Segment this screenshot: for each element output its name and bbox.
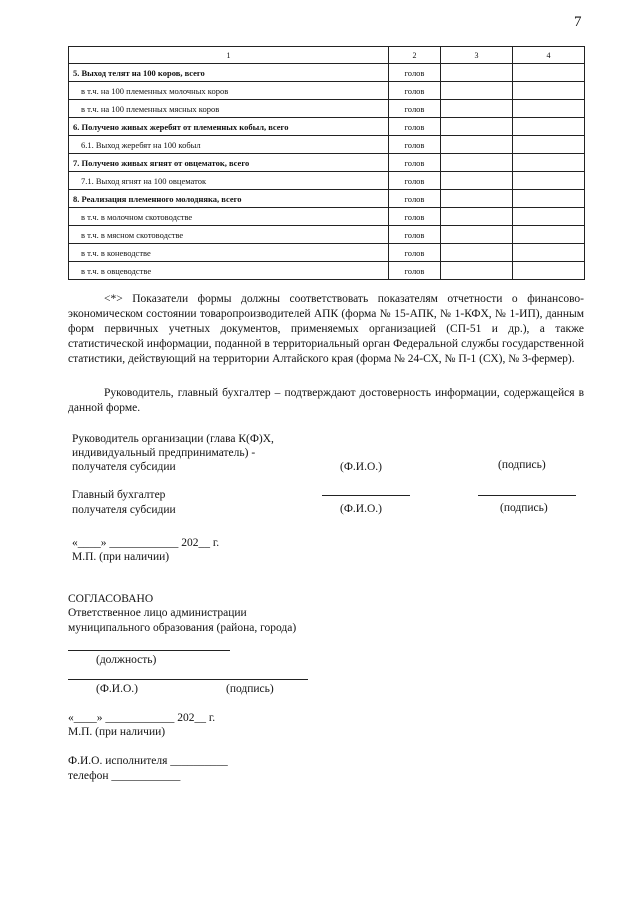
row-label: 8. Реализация племенного молодняка, всего [69,190,389,208]
row-unit: голов [389,208,441,226]
approval-stamp-note: М.П. (при наличии) [68,726,166,738]
approval-signature-caption: (подпись) [226,683,274,695]
row-value-col3[interactable] [441,262,513,280]
approval-fio-caption: (Ф.И.О.) [96,683,138,695]
approval-fio-signature-line [68,679,308,680]
table-row [69,262,585,280]
head-signature-caption: (подпись) [498,459,546,471]
row-value-col4[interactable] [513,118,585,136]
approval-heading: СОГЛАСОВАНО [68,593,154,605]
table-row [69,82,585,100]
row-value-col4[interactable] [513,244,585,262]
accountant-title-line1: Главный бухгалтер [72,489,166,501]
row-value-col3[interactable] [441,118,513,136]
table-row [69,154,585,172]
accountant-title-line2: получателя субсидии [72,504,176,516]
table-row [69,64,585,82]
row-unit: голов [389,118,441,136]
row-unit: голов [389,136,441,154]
row-value-col3[interactable] [441,82,513,100]
header-col-1: 1 [69,47,389,64]
report-table [68,46,585,280]
row-value-col3[interactable] [441,100,513,118]
row-label: 5. Выход телят на 100 коров, всего [69,64,389,82]
row-label: 7. Получено живых ягнят от овцематок, всего [69,154,389,172]
row-value-col3[interactable] [441,226,513,244]
table-row [69,244,585,262]
accountant-signature-caption: (подпись) [500,502,548,514]
page-number: 7 [574,14,582,30]
row-unit: голов [389,244,441,262]
head-title-line3: получателя субсидии [72,461,176,473]
footnote-text: <*> Показатели формы должны соответствовать показателям отчетности о финансово-экономическом состоянии товаропроизводителей АПК (форма № 15-АПК, № 1-КФХ, № 1-ИП), данным форм первичных учетных документов, применяемых организацией (СП-51 и др.), а также статистической информации, поданной в территориальный орган Федеральной службы государственной статистики, действующий на территории Алтайского края (форма № 24-СХ, № П-1 (СХ), № 3-фермер). [68,293,584,365]
row-value-col3[interactable] [441,208,513,226]
head-fio-caption: (Ф.И.О.) [340,461,382,473]
row-value-col4[interactable] [513,226,585,244]
row-unit: голов [389,100,441,118]
row-label: в т.ч. в овцеводстве [69,262,389,280]
row-value-col3[interactable] [441,172,513,190]
row-label: 6. Получено живых жеребят от племенных кобыл, всего [69,118,389,136]
approval-line1: Ответственное лицо администрации [68,607,247,619]
row-value-col4[interactable] [513,172,585,190]
row-label: 7.1. Выход ягнят на 100 овцематок [69,172,389,190]
row-unit: голов [389,190,441,208]
row-label: в т.ч. в коневодстве [69,244,389,262]
approval-position-caption: (должность) [96,654,157,666]
row-value-col4[interactable] [513,100,585,118]
table-row [69,100,585,118]
row-value-col3[interactable] [441,154,513,172]
executor-phone: телефон ____________ [68,770,181,782]
row-value-col4[interactable] [513,154,585,172]
approval-line2: муниципального образования (района, города) [68,622,297,634]
row-unit: голов [389,82,441,100]
signature-date-line: «____» ____________ 202__ г. [72,537,220,549]
accountant-signature-line [478,495,576,496]
row-unit: голов [389,262,441,280]
row-unit: голов [389,154,441,172]
row-unit: голов [389,172,441,190]
accountant-fio-line [322,495,410,496]
row-value-col4[interactable] [513,136,585,154]
header-col-3: 3 [441,47,513,64]
table-row [69,208,585,226]
row-value-col4[interactable] [513,208,585,226]
table-row [69,172,585,190]
row-value-col3[interactable] [441,190,513,208]
signature-stamp-note: М.П. (при наличии) [72,551,170,563]
header-col-2: 2 [389,47,441,64]
header-col-4: 4 [513,47,585,64]
row-value-col3[interactable] [441,244,513,262]
approval-position-line [68,650,230,651]
table-row [69,118,585,136]
head-title-line2: индивидуальный предприниматель) - [72,447,256,459]
head-title-line1: Руководитель организации (глава К(Ф)Х, [72,433,274,445]
table-header-row [69,47,585,64]
row-value-col4[interactable] [513,190,585,208]
table-row [69,226,585,244]
row-value-col4[interactable] [513,262,585,280]
row-label: в т.ч. в мясном скотоводстве [69,226,389,244]
approval-date-line: «____» ____________ 202__ г. [68,712,216,724]
table-body [69,64,585,280]
row-label: 6.1. Выход жеребят на 100 кобыл [69,136,389,154]
table-row [69,136,585,154]
row-value-col3[interactable] [441,64,513,82]
row-value-col3[interactable] [441,136,513,154]
executor-fio: Ф.И.О. исполнителя __________ [68,755,228,767]
row-value-col4[interactable] [513,82,585,100]
confirmation-text: Руководитель, главный бухгалтер – подтверждают достоверность информации, содержащейся в данной форме. [68,387,584,414]
row-label: в т.ч. на 100 племенных молочных коров [69,82,389,100]
row-unit: голов [389,226,441,244]
table-row [69,190,585,208]
accountant-fio-caption: (Ф.И.О.) [340,503,382,515]
row-label: в т.ч. в молочном скотоводстве [69,208,389,226]
row-value-col4[interactable] [513,64,585,82]
row-unit: голов [389,64,441,82]
row-label: в т.ч. на 100 племенных мясных коров [69,100,389,118]
